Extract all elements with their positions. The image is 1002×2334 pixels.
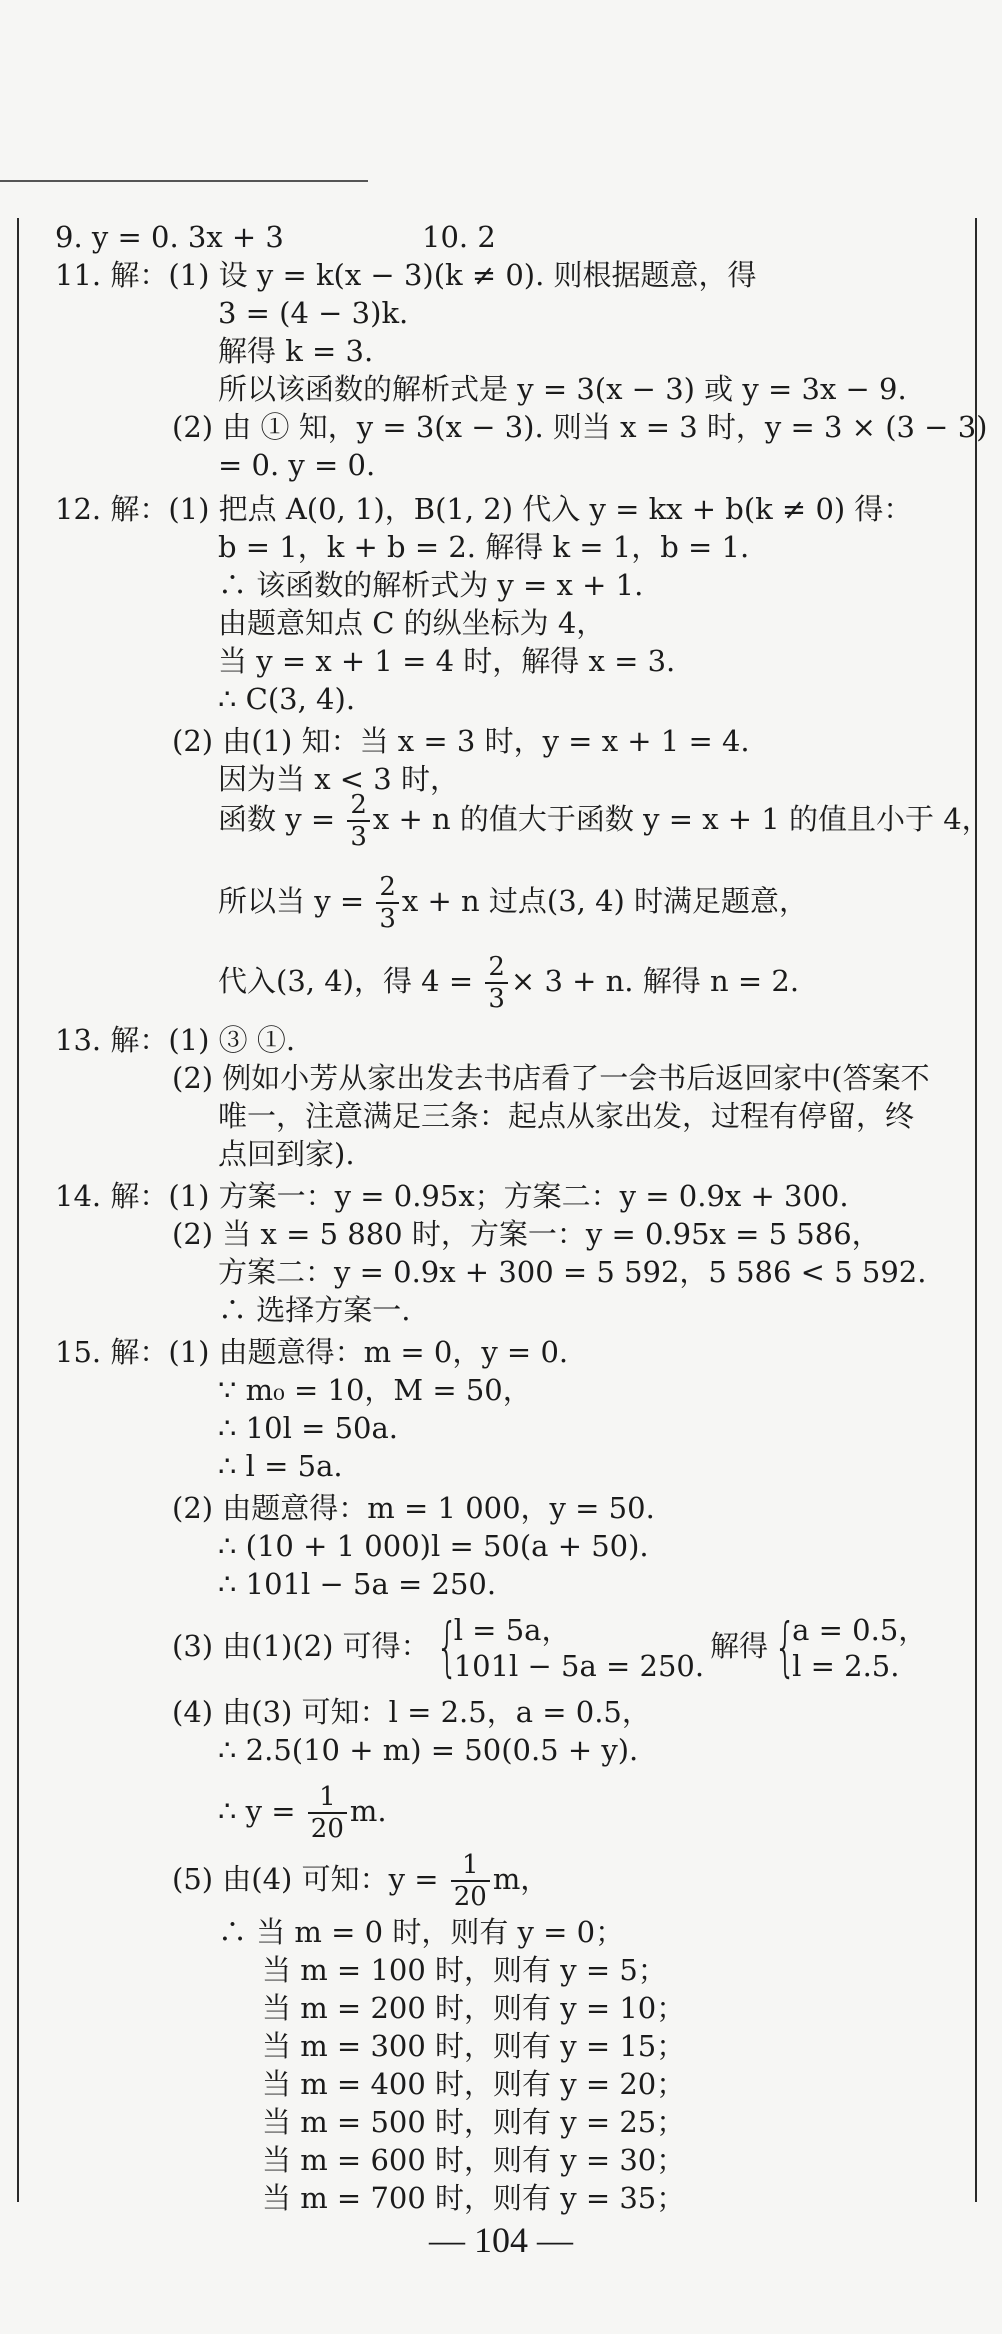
answer-line: ∴ 选择方案一. (218, 1293, 411, 1327)
answer-line: ∴ l = 5a. (218, 1449, 343, 1483)
solution-system: { a = 0.5， l = 2.5. (774, 1611, 928, 1685)
answer-line: 14. 解：(1) 方案一：y = 0.95x；方案二：y = 0.9x + 300. (55, 1179, 849, 1213)
answer-line: 9. y = 0. 3x + 3 (55, 220, 284, 254)
fraction: $\frac{1}{20}$ (308, 1782, 347, 1844)
answer-line: 当 y = x + 1 = 4 时，解得 x = 3. (218, 644, 676, 678)
answer-line: (2) 由题意得：m = 1 000，y = 50. (172, 1491, 655, 1525)
answer-line: 唯一，注意满足三条：起点从家出发，过程有停留，终 (218, 1099, 915, 1133)
answer-line: 13. 解：(1) ③ ①. (55, 1023, 296, 1057)
system-line: (3) 由(1)(2) 可得： { l = 5a， 101l − 5a = 250. 解得 { a = 0.5， l = 2.5. (172, 1611, 928, 1685)
answer-line: = 0. y = 0. (218, 448, 376, 482)
answer-line: ∴ 该函数的解析式为 y = x + 1. (218, 568, 644, 602)
answer-line: ∴ C(3, 4). (218, 682, 356, 716)
answer-line: ∴ 2.5(10 + m) = 50(0.5 + y). (218, 1733, 639, 1767)
answer-line: b = 1，k + b = 2. 解得 k = 1，b = 1. (218, 530, 750, 564)
answer-line: 方案二：y = 0.9x + 300 = 5 592，5 586 < 5 592. (218, 1255, 927, 1289)
page-number: — 104 — (429, 2220, 573, 2260)
fraction-line: 所以当 y = $\frac{2}{3}$ x + n 过点(3, 4) 时满足题意， (218, 872, 809, 934)
answer-line: ∴ (10 + 1 000)l = 50(a + 50). (218, 1529, 649, 1563)
answer-line: (2) 当 x = 5 880 时，方案一：y = 0.95x = 5 586， (172, 1217, 881, 1251)
answer-line: 所以该函数的解析式是 y = 3(x − 3) 或 y = 3x − 9. (218, 372, 907, 406)
fraction: $\frac{2}{3}$ (347, 790, 370, 852)
answer-line: 当 m = 400 时，则有 y = 20； (262, 2067, 686, 2101)
answer-line: (2) 由 ① 知，y = 3(x − 3). 则当 x = 3 时，y = 3 × (3 − 3) (172, 410, 988, 444)
answer-line: 当 m = 300 时，则有 y = 15； (262, 2029, 686, 2063)
answer-line: 当 m = 600 时，则有 y = 30； (262, 2143, 686, 2177)
answer-line: 由题意知点 C 的纵坐标为 4， (218, 606, 606, 640)
answer-line: ∴ 101l − 5a = 250. (218, 1567, 497, 1601)
answer-line: 当 m = 500 时，则有 y = 25； (262, 2105, 686, 2139)
answer-line: ∴ 当 m = 0 时，则有 y = 0； (218, 1915, 625, 1949)
answer-line: (2) 由(1) 知：当 x = 3 时，y = x + 1 = 4. (172, 724, 750, 758)
answer-line: 15. 解：(1) 由题意得：m = 0，y = 0. (55, 1335, 569, 1369)
answer-line: 当 m = 100 时，则有 y = 5； (262, 1953, 667, 1987)
answer-line: (4) 由(3) 可知：l = 2.5，a = 0.5， (172, 1695, 651, 1729)
answer-line: ∴ 10l = 50a. (218, 1411, 398, 1445)
answer-line: 因为当 x < 3 时， (218, 762, 459, 796)
fraction: $\frac{1}{20}$ (451, 1850, 490, 1912)
fraction-line: 函数 y = $\frac{2}{3}$ x + n 的值大于函数 y = x + 1 的值且小于 4， (218, 790, 991, 852)
fraction-line: ∴ y = $\frac{1}{20}$ m. (218, 1782, 387, 1844)
answer-line: 10. 2 (422, 220, 496, 254)
fraction: $\frac{2}{3}$ (485, 952, 508, 1014)
answer-line: 3 = (4 − 3)k. (218, 296, 409, 330)
fraction-line: 代入(3, 4)，得 4 = $\frac{2}{3}$ × 3 + n. 解得 n = 2. (218, 952, 800, 1014)
answer-line: 解得 k = 3. (218, 334, 374, 368)
fraction-line: (5) 由(4) 可知：y = $\frac{1}{20}$ m， (172, 1850, 550, 1912)
answer-line: 12. 解：(1) 把点 A(0, 1)，B(1, 2) 代入 y = kx + b(k ≠ 0) 得： (55, 492, 913, 526)
answer-line: 当 m = 200 时，则有 y = 10； (262, 1991, 686, 2025)
answer-line: ∵ m₀ = 10，M = 50， (218, 1373, 532, 1407)
answer-line: 11. 解：(1) 设 y = k(x − 3)(k ≠ 0). 则根据题意，得 (55, 258, 757, 292)
fraction: $\frac{2}{3}$ (376, 872, 399, 934)
answer-line: 点回到家). (218, 1137, 355, 1171)
answer-line: (2) 例如小芳从家出发去书店看了一会书后返回家中(答案不 (172, 1061, 930, 1095)
equation-system: { l = 5a， 101l − 5a = 250. (435, 1611, 705, 1685)
answer-line: 当 m = 700 时，则有 y = 35； (262, 2181, 686, 2215)
